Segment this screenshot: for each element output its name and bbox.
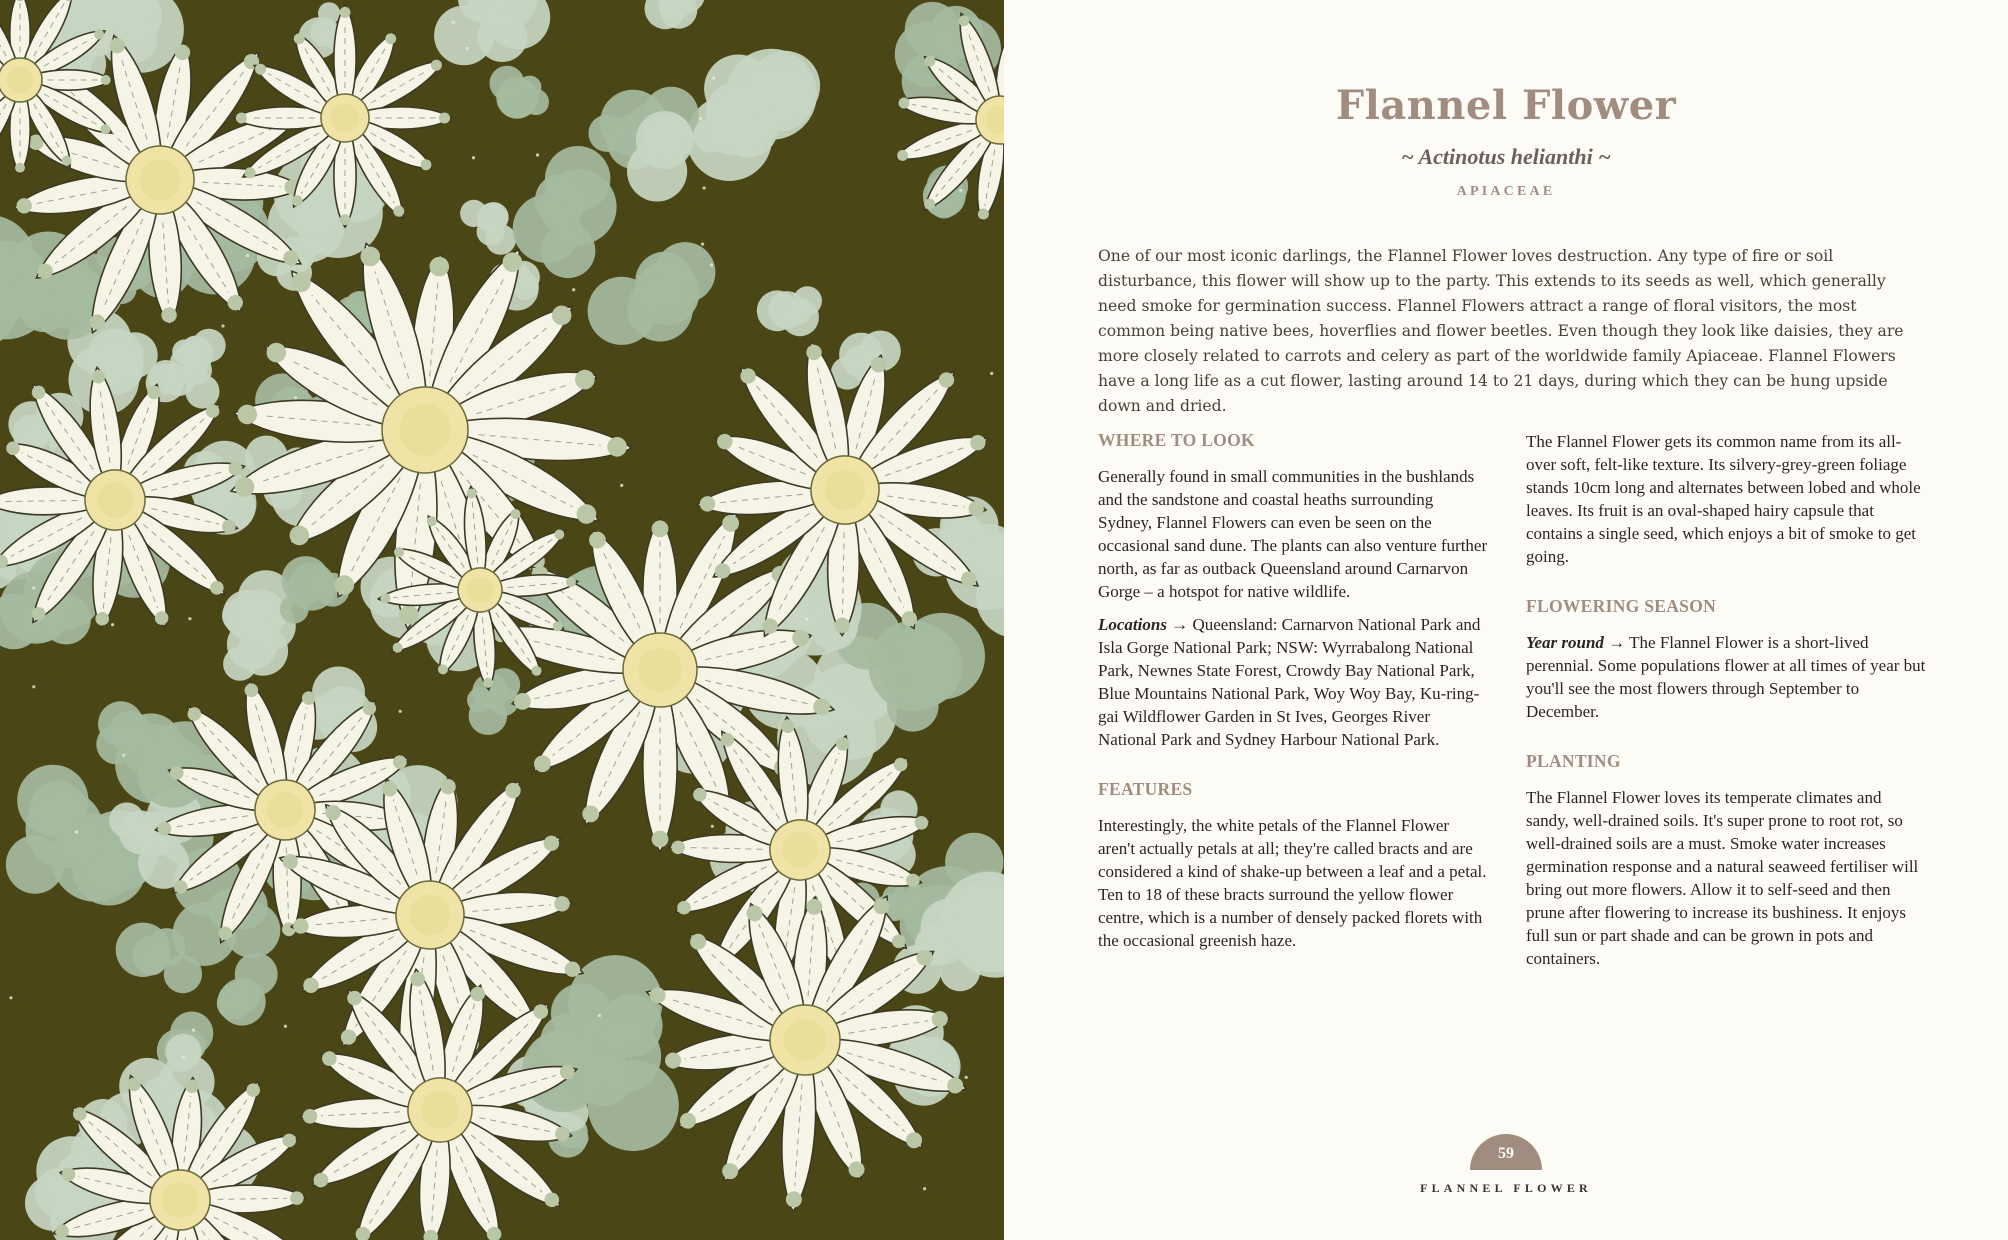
speck <box>221 324 224 327</box>
speck <box>572 288 575 291</box>
features-continued-text: The Flannel Flower gets its common name from its all-over soft, felt-like texture. Its silvery-grey-green foliage stands 10cm long and alternates between lobed and whole leaves. Its fruit is an oval-shaped hairy capsule that contains a single seed, which enjoys a bit of smoke to get going. <box>1526 432 1921 566</box>
speck <box>598 1014 601 1017</box>
features-text: Interestingly, the white petals of the Flannel Flower aren't actually petals at all; they're called bracts and are considered a kind of shake-up between a leaf and a petal. Ten to 18 of these bracts surround the yellow flower centre, which is a number of densely packed florets with the occasional greenish haze. <box>1098 816 1487 950</box>
flowering-season-body: The Flannel Flower is a short-lived perennial. Some populations flower at all times of year but you'll see the most flowers through September to December. <box>1526 633 1926 721</box>
foliage-leaf <box>135 943 167 975</box>
foliage-leaf <box>627 141 687 201</box>
flower-centre-inner <box>638 648 682 692</box>
speck <box>9 996 12 999</box>
petal-tip <box>236 113 247 124</box>
speck <box>188 617 191 620</box>
foliage-leaf <box>223 647 257 681</box>
flowering-season-text <box>1526 631 1926 723</box>
petal-tip <box>439 113 450 124</box>
petal-tip <box>340 7 351 18</box>
running-head: FLANNEL FLOWER <box>1420 1181 1592 1195</box>
speck <box>452 21 455 24</box>
foliage-leaf <box>119 811 163 855</box>
where-to-look-text: Generally found in small communities in the bushlands and the sandstone and coastal heaths surrounding Sydney, Flannel Flowers can even be seen on the occasional sand dune. The plants can also venture further north, as far as outback Queensland around Carnarvon Gorge – a hotspot for native wildlife. <box>1098 467 1488 601</box>
speck <box>965 1076 968 1079</box>
speck <box>182 1056 185 1059</box>
foliage-leaf <box>518 76 541 99</box>
features-heading: FEATURES <box>1098 779 1193 799</box>
foliage-leaf <box>170 345 209 384</box>
speck <box>536 153 539 156</box>
speck <box>399 710 402 713</box>
speck <box>246 254 249 257</box>
foliage-leaf <box>880 625 963 708</box>
speck <box>959 189 962 192</box>
petal-tip <box>652 521 669 538</box>
speck <box>620 484 623 487</box>
speck <box>284 1025 287 1028</box>
foliage-leaf <box>300 234 323 257</box>
page-number-badge: 59 <box>1470 1134 1542 1170</box>
locations-text: Queensland: Carnarvon National Park and Isla Gorge National Park; NSW: Wyrrabalong National Park, Newnes State Forest, Crowdy Bay National Park, Blue Mountains National Park, Woy Woy Bay, Ku-ring-gai Wildflower Garden in St Ives, Georges River National Park and Sydney Harbour National Park. <box>1098 615 1481 749</box>
left-column <box>1098 430 1488 952</box>
speck <box>923 1187 926 1190</box>
speck <box>294 396 297 399</box>
speck <box>703 186 706 189</box>
speck <box>466 47 469 50</box>
foliage-leaf <box>109 711 152 754</box>
flower-centre-inner <box>7 67 33 93</box>
speck <box>122 754 125 757</box>
speck <box>32 685 35 688</box>
year-round-label: Year round <box>1526 633 1604 652</box>
planting-text: The Flannel Flower loves its temperate climates and sandy, well-drained soils. It's super prone to root rot, so well-drained soils are a must. Smoke water increases germination response and a natural seaweed fertiliser will bring out more flowers. Allow it to self-seed and then prune after flowering to increase its bushiness. It enjoys full sun or part shade and can be grown in pots and containers. <box>1526 788 1919 968</box>
foliage-leaf <box>6 835 64 893</box>
planting-heading: PLANTING <box>1526 751 1621 771</box>
speck <box>710 264 713 267</box>
foliage-leaf <box>227 981 259 1013</box>
speck <box>699 117 702 120</box>
foliage-leaf <box>588 115 625 152</box>
locations-paragraph <box>1098 613 1488 751</box>
right-column <box>1526 430 1926 970</box>
speck <box>75 830 78 833</box>
intro-paragraph: One of our most iconic darlings, the Flannel Flower loves destruction. Any type of fire or soil disturbance, this flower will show up to the party. This extends to its seeds as well, which generally need smoke for germination success. Flannel Flowers attract a range of floral visitors, the most common being native bees, hoverflies and flower beetles. Even though they look like daisies, they are more closely related to carrots and celery as part of the worldwide family Apiaceae. Flannel Flowers have a long life as a cut flower, lasting around 14 to 21 days, during which they can be hung upside down and dried. <box>1098 247 1904 415</box>
flowering-season-heading: FLOWERING SEASON <box>1526 596 1717 616</box>
speck <box>711 825 714 828</box>
speck <box>192 1029 195 1032</box>
foliage-leaf <box>477 218 505 246</box>
where-to-look-heading: WHERE TO LOOK <box>1098 430 1255 450</box>
speck <box>472 156 475 159</box>
arrow-glyph: → <box>1171 615 1189 634</box>
foliage-leaf <box>704 55 772 123</box>
arrow-glyph: → <box>1608 633 1626 652</box>
petal-tip <box>652 831 669 848</box>
petal-tip <box>101 75 111 85</box>
foliage-leaf <box>59 821 102 864</box>
scientific-name: ~ Actinotus helianthi ~ <box>1401 144 1611 169</box>
foliage-leaf <box>9 276 55 322</box>
petal-tip <box>15 163 25 173</box>
page-title: Flannel Flower <box>1335 82 1677 129</box>
plant-family: APIACEAE <box>1456 184 1556 199</box>
speck <box>990 372 993 375</box>
speck <box>712 76 715 79</box>
locations-label: Locations <box>1098 615 1167 634</box>
speck <box>701 243 704 246</box>
speck <box>805 618 808 621</box>
foliage-leaf <box>577 1050 633 1106</box>
petal-tip <box>340 214 351 225</box>
foliage-leaf <box>781 298 819 336</box>
speck <box>32 586 35 589</box>
foliage-leaf <box>306 570 334 598</box>
foliage-leaf <box>627 276 693 342</box>
foliage-leaf <box>513 194 582 263</box>
speck <box>111 623 114 626</box>
text-page <box>1004 0 2008 1240</box>
